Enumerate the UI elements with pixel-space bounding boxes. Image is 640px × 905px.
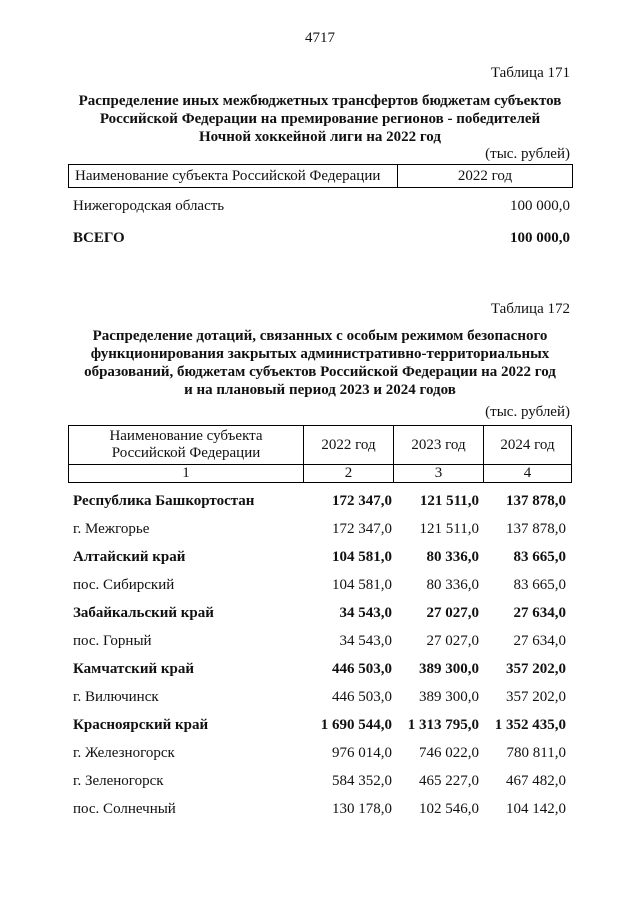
table-row [68, 795, 572, 823]
table-row [68, 599, 572, 627]
row-2024: 104 142,0 [506, 800, 566, 817]
row-2022: 172 347,0 [332, 520, 392, 537]
row-2024: 357 202,0 [506, 688, 566, 705]
row-2022: 1 690 544,0 [320, 716, 392, 733]
row-2022: 104 581,0 [332, 548, 392, 565]
row-2023: 80 336,0 [426, 548, 479, 565]
row-2023: 121 511,0 [419, 492, 479, 509]
header-year: 2022 год [398, 165, 573, 188]
row-2023: 389 300,0 [419, 660, 479, 677]
row-2022: 172 347,0 [332, 492, 392, 509]
row-name: Красноярский край [73, 716, 209, 733]
title-line: Российской Федерации на премирование регионов - победителей [99, 111, 541, 127]
table-row [68, 571, 572, 599]
table-row [68, 627, 572, 655]
table-row [68, 767, 572, 795]
title-line: образований, бюджетам субъектов Российской Федерации на 2022 год [84, 364, 556, 380]
row-2023: 465 227,0 [419, 772, 479, 789]
table-171-row-value: 100 000,0 [510, 198, 570, 214]
row-name: Камчатский край [73, 660, 194, 677]
row-2023: 121 511,0 [419, 520, 479, 537]
title-line: Распределение иных межбюджетных трансфертов бюджетам субъектов [78, 93, 562, 109]
table-171-header [68, 164, 573, 188]
row-name: пос. Сибирский [73, 576, 175, 593]
row-2024: 27 634,0 [513, 632, 566, 649]
table-171-label: Таблица 171 [490, 65, 570, 81]
table-172-body [68, 487, 572, 823]
header-2024: 2024 год [484, 426, 572, 465]
row-2024: 27 634,0 [513, 604, 566, 621]
col-number: 2 [304, 465, 394, 483]
header-2022: 2022 год [304, 426, 394, 465]
row-name: Алтайский край [73, 548, 186, 565]
row-2022: 446 503,0 [332, 688, 392, 705]
table-171-title [60, 92, 580, 146]
col-number: 3 [394, 465, 484, 483]
row-name: Республика Башкортостан [73, 492, 255, 509]
row-2022: 34 543,0 [339, 632, 392, 649]
row-name: г. Зеленогорск [73, 772, 164, 789]
row-name: г. Железногорск [73, 744, 175, 761]
row-2024: 83 665,0 [513, 576, 566, 593]
header-subject-line: Российской Федерации [111, 445, 261, 461]
table-row [68, 543, 572, 571]
row-2024: 1 352 435,0 [494, 716, 566, 733]
title-line: Ночной хоккейной лиги на 2022 год [199, 129, 441, 145]
table-172-label: Таблица 172 [490, 301, 570, 317]
row-2024: 83 665,0 [513, 548, 566, 565]
row-name: Забайкальский край [73, 604, 214, 621]
row-2022: 104 581,0 [332, 576, 392, 593]
row-2024: 137 878,0 [506, 520, 566, 537]
table-row [68, 711, 572, 739]
row-2022: 34 543,0 [339, 604, 392, 621]
row-2023: 1 313 795,0 [407, 716, 479, 733]
row-2024: 467 482,0 [506, 772, 566, 789]
header-2023: 2023 год [394, 426, 484, 465]
table-171-row-name: Нижегородская область [73, 198, 225, 214]
table-171-total-label: ВСЕГО [73, 230, 125, 246]
header-subject [69, 426, 304, 465]
row-name: пос. Солнечный [73, 800, 176, 817]
table-172-units: (тыс. рублей) [485, 404, 570, 420]
title-line: Распределение дотаций, связанных с особым режимом безопасного [92, 328, 548, 344]
row-2024: 357 202,0 [506, 660, 566, 677]
table-171-total-value: 100 000,0 [510, 230, 570, 246]
col-number: 1 [69, 465, 304, 483]
table-row [68, 515, 572, 543]
header-subject-line: Наименование субъекта [109, 428, 263, 444]
row-name: г. Вилючинск [73, 688, 159, 705]
title-line: и на плановый период 2023 и 2024 годов [184, 382, 456, 398]
row-2023: 27 027,0 [426, 604, 479, 621]
page-number: 4717 [305, 30, 335, 46]
row-2022: 584 352,0 [332, 772, 392, 789]
row-2023: 80 336,0 [426, 576, 479, 593]
table-171-units: (тыс. рублей) [485, 146, 570, 162]
table-row [68, 487, 572, 515]
col-number: 4 [484, 465, 572, 483]
table-172-header [68, 425, 572, 483]
row-name: г. Межгорье [73, 520, 150, 537]
row-2023: 102 546,0 [419, 800, 479, 817]
table-172-title [60, 327, 580, 399]
row-2023: 746 022,0 [419, 744, 479, 761]
table-row [68, 683, 572, 711]
row-2023: 389 300,0 [419, 688, 479, 705]
row-2023: 27 027,0 [426, 632, 479, 649]
row-2022: 976 014,0 [332, 744, 392, 761]
row-2022: 130 178,0 [332, 800, 392, 817]
title-line: функционирования закрытых административно-территориальных [90, 346, 550, 362]
row-2022: 446 503,0 [332, 660, 392, 677]
header-subject: Наименование субъекта Российской Федерации [69, 165, 398, 188]
table-row [68, 739, 572, 767]
row-2024: 780 811,0 [506, 744, 566, 761]
row-2024: 137 878,0 [506, 492, 566, 509]
row-name: пос. Горный [73, 632, 152, 649]
table-row [68, 655, 572, 683]
